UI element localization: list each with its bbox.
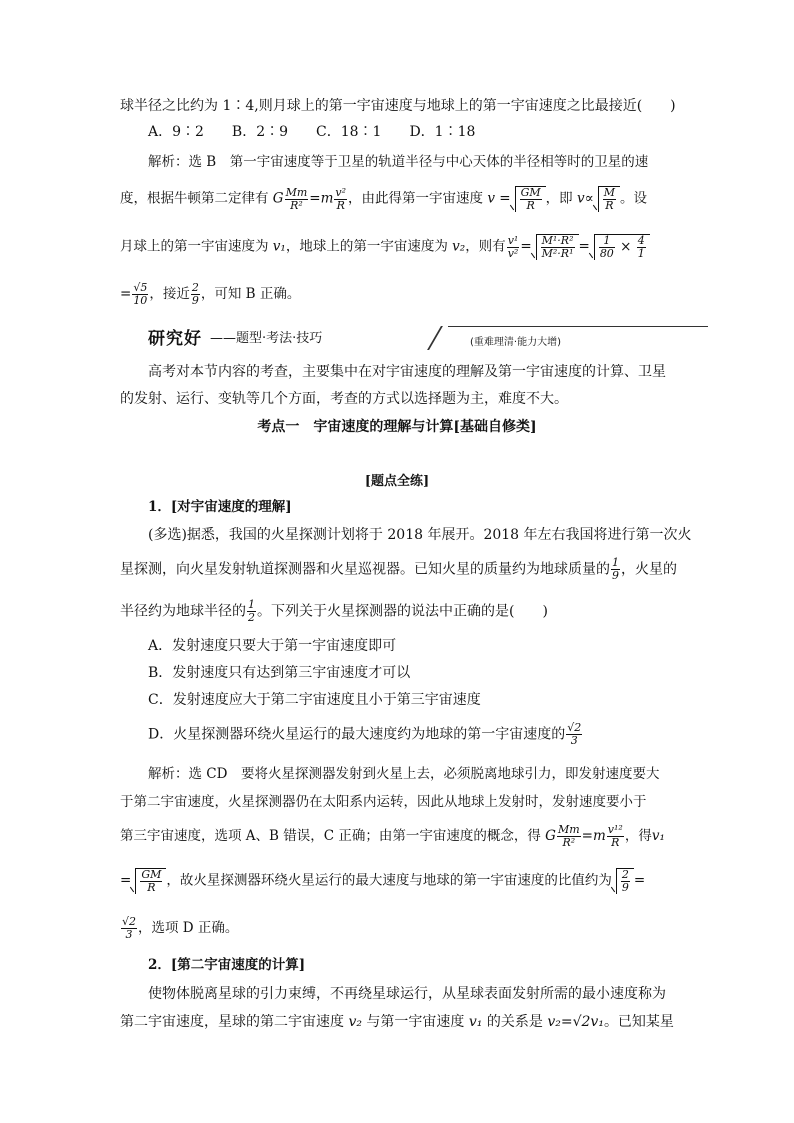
symbol: m — [320, 190, 334, 207]
radical: $\frac{GM}{R}$ — [515, 186, 546, 212]
q1-option-b: B．发射速度只有达到第三宇宙速度才可以 — [148, 665, 411, 681]
q2-stem-2: 第二宇宙速度，星球的第二宇宙速度 v₂ 与第一宇宙速度 v₁ 的关系是 v₂=√2v₁。已知某星 — [120, 1014, 674, 1030]
radical: $\frac{M}{R}$ — [598, 186, 620, 212]
fraction: $\frac{√5}{10}$ — [133, 281, 148, 307]
q1-solution-4: = $\frac{GM}{R}$ ，故火星探测器环绕火星运行的最大速度与地球的第一宇宙速度的比值约为 $\frac{2}{9}$ = — [120, 868, 646, 894]
q1-option-d: D．火星探测器环绕火星运行的最大速度约为地球的第一宇宙速度的 $\frac{√2}{3}$ — [148, 721, 582, 747]
fraction: $\frac{√2}{3}$ — [567, 721, 582, 747]
q1-stem-1: (多选)据悉，我国的火星探测计划将于 2018 年展开。2018 年左右我国将进行第一次火 — [148, 527, 692, 543]
prev-solution-line-2: 度，根据牛顿第二定律有 G $\frac{Mm}{\text{R²}}$ =m $\frac{\text{v²}}{R}$ ，由此得第一宇宙速度 v = $\frac{GM}{R}$ ，即 v∝ $\frac{M}{R}$ 。设 — [120, 185, 647, 212]
divider — [427, 326, 443, 350]
text: ，由此得第一宇宙速度 — [348, 190, 488, 207]
symbol: G — [272, 190, 284, 207]
radical: $\frac{2}{9}$ — [616, 868, 634, 894]
section-title: 研究好 — [148, 329, 202, 349]
fraction: $\frac{Mm}{\text{R²}}$ — [557, 823, 580, 849]
prev-solution-line-3: 月球上的第一宇宙速度为 v₁，地球上的第一宇宙速度为 v₂，则有 $\frac{\text{v¹}}{\text{v²}}$ = $\frac{\text{M¹·R²}}{\text{M²·R¹}}$ = $\frac{1}{80}$ × $\frac{4}{1}$ — [120, 234, 650, 260]
fraction: $\frac{\text{v¹}}{\text{v²}}$ — [507, 233, 519, 260]
q1-heading: 1．[对宇宙速度的理解] — [148, 499, 292, 515]
q1-solution-1: 解析：选 CD 要将火星探测器发射到火星上去，必须脱离地球引力，即发射速度要大 — [148, 766, 660, 782]
q2-heading: 2．[第二宇宙速度的计算] — [148, 957, 306, 973]
fraction: $\frac{√2}{3}$ — [122, 915, 137, 941]
radical: $\frac{\text{M¹·R²}}{\text{M²·R¹}}$ — [536, 234, 579, 260]
fraction: $\frac{1}{2}$ — [248, 598, 255, 624]
q1-option-c: C．发射速度应大于第二宇宙速度且小于第三宇宙速度 — [148, 692, 481, 708]
q1-solution-3: 第三宇宙速度，选项 A、B 错误，C 正确；由第一宇宙速度的概念，得 G $\frac{Mm}{\text{R²}}$ =m $\frac{\text{v¹²}}{R}$ ，得v₁ — [120, 823, 665, 849]
intro-line-1: 高考对本节内容的考查，主要集中在对宇宙速度的理解及第一宇宙速度的计算、卫星 — [148, 364, 666, 380]
radical: $\frac{GM}{R}$ — [135, 868, 166, 894]
intro-line-2: 的发射、运行、变轨等几个方面，考查的方式以选择题为主，难度不大。 — [120, 391, 568, 407]
text: 度，根据牛顿第二定律有 — [120, 190, 273, 207]
q1-stem-3: 半径约为地球半径的 $\frac{1}{2}$ 。下列关于火星探测器的说法中正确的是( ) — [120, 598, 548, 624]
q2-stem-1: 使物体脱离星球的引力束缚，不再绕星球运行，从星球表面发射所需的最小速度称为 — [148, 986, 666, 1002]
section-header — [148, 324, 708, 348]
q1-solution-5: $\frac{√2}{3}$ ，选项 D 正确。 — [122, 915, 239, 941]
prev-solution-line-4: = $\frac{√5}{10}$ ，接近 $\frac{2}{9}$ ，可知 B 正确。 — [120, 281, 301, 307]
prev-question-stem: 球半径之比约为 1∶4,则月球上的第一宇宙速度与地球上的第一宇宙速度之比最接近( ) — [120, 98, 676, 114]
q1-option-a: A．发射速度只要大于第一宇宙速度即可 — [148, 638, 397, 654]
fraction: $\frac{1}{9}$ — [612, 556, 619, 582]
q1-solution-2: 于第二宇宙速度，火星探测器仍在太阳系内运转，因此从地球上发射时，发射速度要小于 — [120, 794, 647, 810]
divider — [448, 326, 708, 327]
prev-solution-line-1: 解析：选 B 第一宇宙速度等于卫星的轨道半径与中心天体的半径相等时的卫星的速 — [148, 154, 649, 170]
fraction: $\frac{Mm}{\text{R²}}$ — [285, 185, 308, 212]
fraction: $\frac{\text{v²}}{R}$ — [335, 185, 347, 212]
section-subtitle: ——题型·考法·技巧 — [210, 331, 323, 346]
section-note: (重难理清·能力大增) — [470, 337, 561, 348]
kaodian-heading: 考点一 宇宙速度的理解与计算[基础自修类] — [257, 419, 537, 435]
radical: $\frac{1}{80}$ × $\frac{4}{1}$ — [594, 234, 650, 260]
fraction: $\frac{2}{9}$ — [191, 281, 199, 307]
q1-stem-2: 星探测，向火星发射轨道探测器和火星巡视器。已知火星的质量约为地球质量的 $\frac{1}{9}$ ，火星的 — [120, 556, 677, 582]
fraction: $\frac{\text{v¹²}}{R}$ — [607, 823, 623, 849]
tidian-heading: [题点全练] — [364, 474, 430, 489]
prev-question-options: A．9∶2 B．2∶9 C．18∶1 D．1∶18 — [148, 124, 476, 140]
